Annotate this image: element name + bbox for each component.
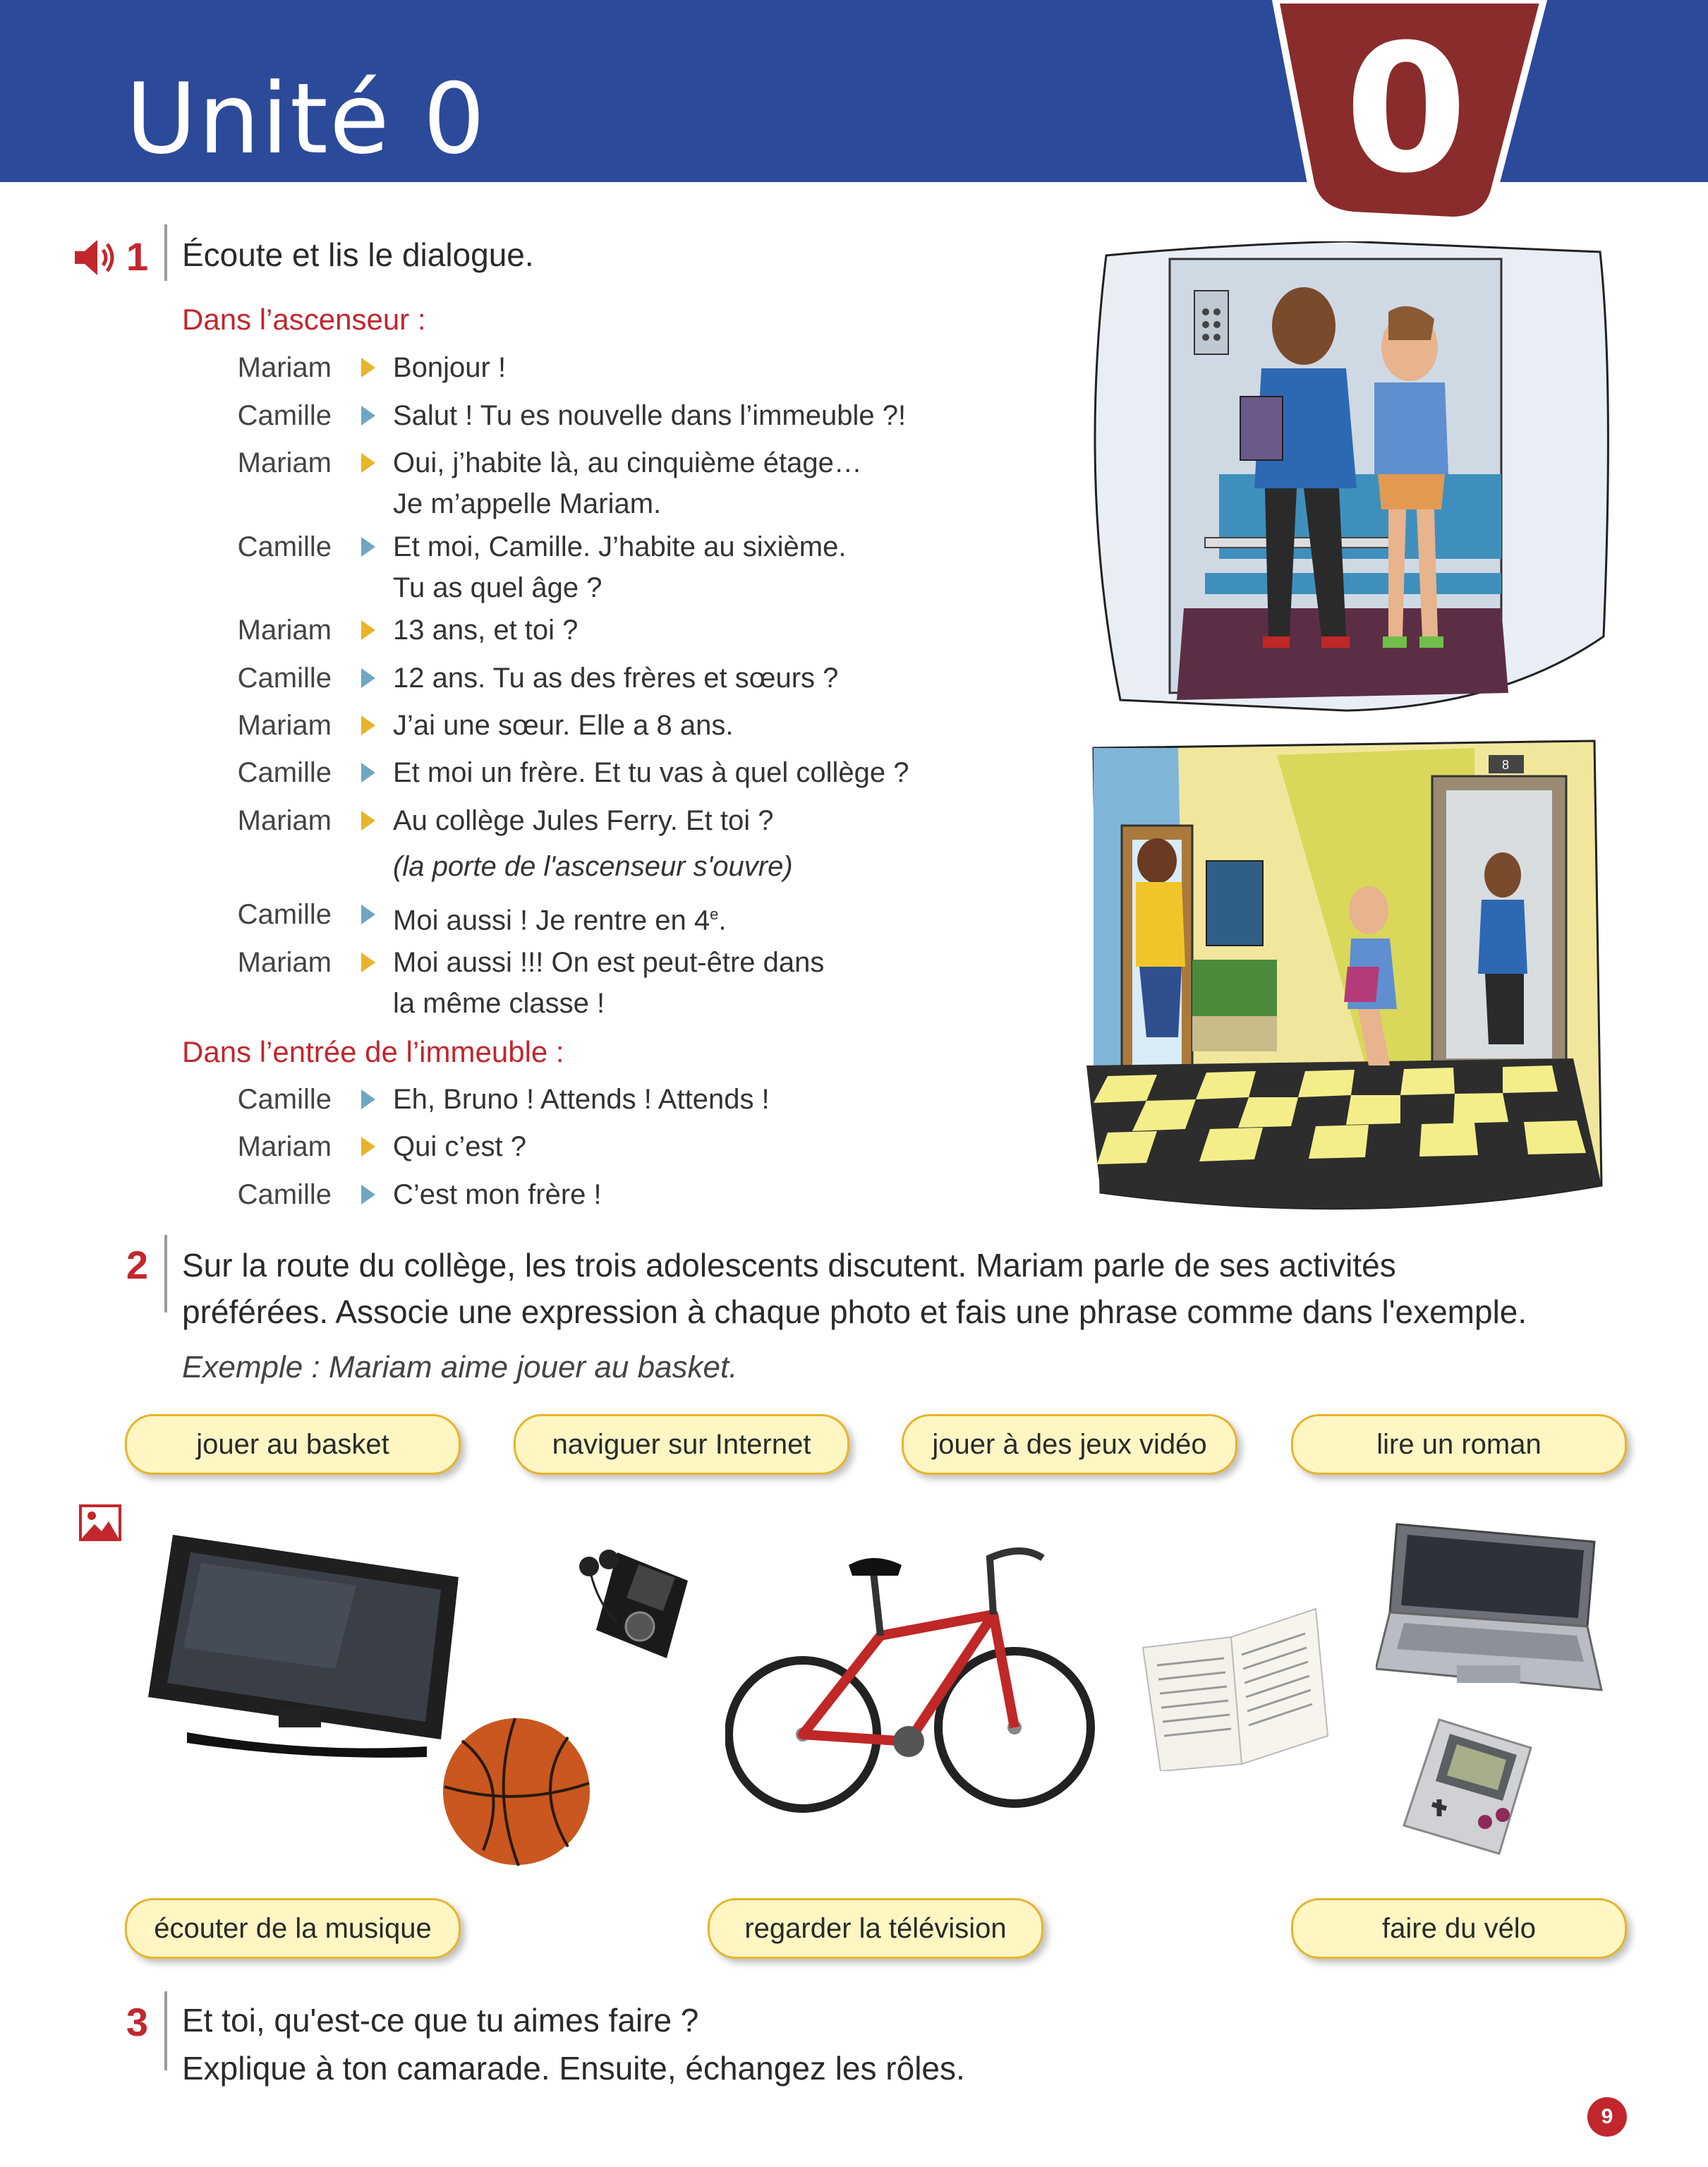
line-text: 12 ans. Tu as des frères et sœurs ? (393, 663, 839, 694)
bicycle-photo (725, 1530, 1099, 1826)
line-text: Moi aussi !!! On est peut-être dans (393, 947, 825, 978)
laptop-photo (1376, 1521, 1605, 1697)
exercise-1-number: 1 (126, 234, 148, 279)
speaker-name: Camille (237, 1084, 332, 1115)
scene-elevator-heading: Dans l’ascenseur : (182, 303, 426, 336)
speaker-name: Mariam (237, 615, 332, 646)
line-text-main: Moi aussi ! Je rentre en 4 (393, 905, 710, 936)
line-text: 13 ans, et toi ? (393, 615, 579, 646)
line-text: (la porte de l'ascenseur s'ouvre) (393, 851, 793, 882)
line-text: Eh, Bruno ! Attends ! Attends ! (393, 1084, 770, 1115)
elevator-floor-label: 8 (1502, 758, 1510, 772)
line-text-end: . (718, 905, 727, 936)
line-text: Et moi un frère. Et tu vas à quel collège ? (393, 757, 909, 788)
entrance-hall-illustration (1079, 734, 1609, 1221)
basketball-photo (441, 1716, 593, 1868)
arrow-icon (361, 1185, 375, 1205)
exercise-2-instruction-line1: Sur la route du collège, les trois adolescents discutent. Mariam parle de ses activités (182, 1247, 1396, 1284)
expression-pill[interactable]: naviguer sur Internet (514, 1414, 849, 1475)
arrow-icon (361, 358, 375, 378)
line-text: la même classe ! (393, 988, 605, 1019)
exercise-1-instruction: Écoute et lis le dialogue. (182, 236, 534, 273)
speaker-name: Camille (237, 663, 332, 694)
line-text: Salut ! Tu es nouvelle dans l’immeuble ?! (393, 400, 907, 431)
exercise-2-example: Exemple : Mariam aime jouer au basket. (182, 1350, 738, 1384)
line-text: Je m’appelle Mariam. (393, 488, 662, 519)
television-photo (145, 1528, 462, 1761)
line-text (393, 894, 726, 941)
scene-entrance-heading: Dans l’entrée de l’immeuble : (182, 1035, 564, 1068)
arrow-icon (361, 716, 375, 735)
speaker-name: Camille (237, 1179, 332, 1210)
arrow-icon (361, 953, 375, 972)
expression-pill[interactable]: jouer à des jeux vidéo (902, 1414, 1237, 1475)
speaker-name: Mariam (237, 1131, 332, 1162)
music-player-photo (575, 1538, 695, 1665)
arrow-icon (361, 905, 375, 924)
expression-pill[interactable]: jouer au basket (125, 1414, 461, 1475)
line-text: Au collège Jules Ferry. Et toi ? (393, 805, 774, 836)
elevator-illustration (1078, 241, 1614, 714)
expression-pill[interactable]: regarder la télévision (708, 1898, 1043, 1959)
line-text: Tu as quel âge ? (393, 572, 602, 603)
exercise-2-instruction-line2: préférées. Associe une expression à chaque photo et fais une phrase comme dans l'exemple. (182, 1293, 1527, 1330)
exercise-3-line2: Explique à ton camarade. Ensuite, échangez les rôles. (182, 2050, 965, 2087)
speaker-name: Mariam (237, 710, 332, 741)
arrow-icon (361, 620, 375, 640)
line-text: J’ai une sœur. Elle a 8 ans. (393, 710, 734, 741)
page-number: 9 (1587, 2097, 1627, 2137)
arrow-icon (361, 453, 375, 473)
line-text: Qui c’est ? (393, 1131, 526, 1162)
speaker-name: Mariam (237, 805, 332, 836)
line-text: Oui, j’habite là, au cinquième étage… (393, 447, 862, 478)
speaker-name: Mariam (237, 947, 332, 978)
arrow-icon (361, 406, 375, 425)
arrow-icon (361, 811, 375, 831)
expression-pill[interactable]: lire un roman (1291, 1414, 1627, 1475)
arrow-icon (361, 1137, 375, 1157)
arrow-icon (361, 1089, 375, 1109)
expression-pill[interactable]: faire du vélo (1291, 1898, 1627, 1959)
superscript: e (710, 905, 719, 923)
line-text: C’est mon frère ! (393, 1179, 602, 1210)
unit-title: Unité 0 (126, 62, 487, 176)
speaker-name: Camille (237, 899, 332, 930)
exercise-2-divider (164, 1235, 167, 1312)
exercise-2-number: 2 (126, 1243, 148, 1287)
exercise-3-divider (164, 1991, 167, 2070)
arrow-icon (361, 668, 375, 688)
speaker-name: Mariam (237, 447, 332, 478)
exercise-3-number: 3 (126, 2000, 148, 2044)
speaker-name: Camille (237, 400, 332, 431)
exercise-1-divider (164, 224, 167, 281)
book-photo (1136, 1605, 1330, 1771)
speaker-name: Mariam (237, 352, 332, 383)
game-console-photo (1400, 1716, 1534, 1857)
arrow-icon (361, 537, 375, 557)
unit-number: 0 (1345, 6, 1467, 212)
line-text: Bonjour ! (393, 352, 507, 383)
speaker-name: Camille (237, 757, 332, 788)
image-icon (79, 1504, 121, 1541)
expression-pill[interactable]: écouter de la musique (125, 1898, 461, 1959)
arrow-icon (361, 763, 375, 783)
line-text: Et moi, Camille. J’habite au sixième. (393, 531, 847, 562)
exercise-3-line1: Et toi, qu'est-ce que tu aimes faire ? (182, 2002, 699, 2039)
speaker-name: Camille (237, 531, 332, 562)
